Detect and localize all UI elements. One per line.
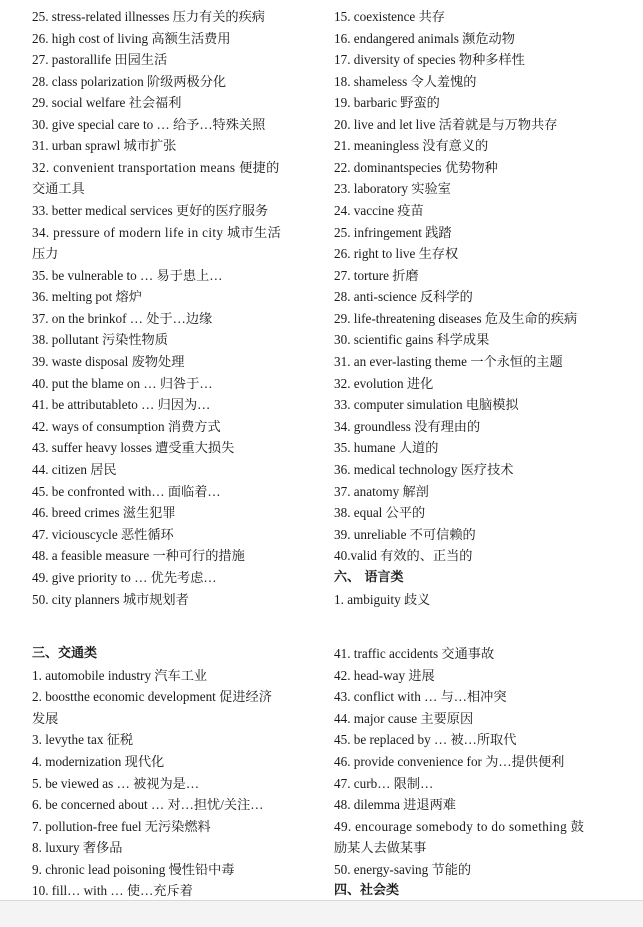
vocab-line: 46. provide convenience for 为…提供便利 (334, 754, 565, 769)
vocab-line: 36. melting pot 熔炉 (32, 289, 142, 304)
vocab-line: 39. unreliable 不可信赖的 (334, 527, 476, 542)
vocab-line: 4. modernization 现代化 (32, 754, 165, 769)
vocab-line: 27. torture 折磨 (334, 268, 419, 283)
vocab-line: 49. give priority to … 优先考虑… (32, 570, 217, 585)
vocab-line: 29. life-threatening diseases 危及生命的疾病 (334, 311, 578, 326)
vocab-line: 49. encourage somebody to do something 鼓 (334, 819, 585, 834)
vocab-line: 24. vaccine 疫苗 (334, 203, 424, 218)
vocab-line: 5. be viewed as … 被视为是… (32, 776, 200, 791)
vocab-line: 42. head-way 进展 (334, 668, 435, 683)
vocab-line-continuation: 发展 (32, 711, 59, 726)
vocab-line: 40. put the blame on … 归咎于… (32, 376, 213, 391)
vocab-line: 45. be replaced by … 被…所取代 (334, 732, 517, 747)
vocab-line: 43. conflict with … 与…相冲突 (334, 689, 507, 704)
page-gap (0, 901, 643, 927)
vocab-line: 42. ways of consumption 消费方式 (32, 419, 221, 434)
vocab-line: 41. traffic accidents 交通事故 (334, 646, 495, 661)
vocab-line: 32. evolution 进化 (334, 376, 434, 391)
vocab-line: 1. ambiguity 歧义 (334, 592, 431, 607)
vocab-line: 28. anti-science 反科学的 (334, 289, 473, 304)
vocab-line: 31. urban sprawl 城市扩张 (32, 138, 177, 153)
vocab-line: 23. laboratory 实验室 (334, 181, 451, 196)
vocab-line: 25. infringement 践踏 (334, 225, 452, 240)
vocab-line: 39. waste disposal 废物处理 (32, 354, 185, 369)
vocab-line-continuation: 励某人去做某事 (334, 840, 427, 855)
vocab-line: 17. diversity of species 物种多样性 (334, 52, 525, 67)
vocab-line: 1. automobile industry 汽车工业 (32, 668, 208, 683)
vocab-line: 50. city planners 城市规划者 (32, 592, 189, 607)
vocab-line: 40.valid 有效的、正当的 (334, 548, 473, 563)
vocab-line: 20. live and let live 活着就是与万物共存 (334, 117, 558, 132)
vocab-line: 44. citizen 居民 (32, 462, 117, 477)
vocab-line: 46. breed crimes 滋生犯罪 (32, 505, 176, 520)
vocab-line: 15. coexistence 共存 (334, 9, 445, 24)
vocab-line: 8. luxury 奢侈品 (32, 840, 123, 855)
vocab-line: 26. right to live 生存权 (334, 246, 459, 261)
vocab-line: 45. be confronted with… 面临着… (32, 484, 221, 499)
vocab-line: 21. meaningless 没有意义的 (334, 138, 489, 153)
vocab-line: 35. humane 人道的 (334, 440, 439, 455)
vocab-line: 33. better medical services 更好的医疗服务 (32, 203, 269, 218)
vocab-line-continuation: 交通工具 (32, 181, 85, 196)
vocab-line: 25. stress-related illnesses 压力有关的疾病 (32, 9, 265, 24)
vocab-line: 34. pressure of modern life in city 城市生活 (32, 225, 282, 240)
vocab-line: 34. groundless 没有理由的 (334, 419, 481, 434)
vocab-line: 10. fill… with … 使…充斥着 (32, 883, 193, 898)
vocab-line: 48. a feasible measure 一种可行的措施 (32, 548, 245, 563)
vocab-line: 44. major cause 主要原因 (334, 711, 474, 726)
vocab-line: 30. give special care to … 给予…特殊关照 (32, 117, 266, 132)
vocab-line: 19. barbaric 野蛮的 (334, 95, 440, 110)
vocab-line: 37. on the brinkof … 处于…边缘 (32, 311, 213, 326)
vocab-line: 3. levythe tax 征税 (32, 732, 134, 747)
vocab-line: 28. class polarization 阶级两极分化 (32, 74, 227, 89)
section-heading-society: 四、社会类 (334, 883, 400, 898)
vocab-line: 16. endangered animals 濒危动物 (334, 31, 515, 46)
vocab-line: 47. viciouscycle 恶性循环 (32, 527, 174, 542)
vocab-line: 43. suffer heavy losses 遭受重大损失 (32, 440, 235, 455)
vocab-line: 38. pollutant 污染性物质 (32, 332, 168, 347)
vocab-line: 29. social welfare 社会福利 (32, 95, 182, 110)
vocab-line: 35. be vulnerable to … 易于患上… (32, 268, 223, 283)
vocab-line: 6. be concerned about … 对…担忧/关注… (32, 797, 264, 812)
vocab-line: 30. scientific gains 科学成果 (334, 332, 490, 347)
vocab-line: 31. an ever-lasting theme 一个永恒的主题 (334, 354, 563, 369)
vocab-line: 9. chronic lead poisoning 慢性铅中毒 (32, 862, 235, 877)
vocab-line: 48. dilemma 进退两难 (334, 797, 456, 812)
vocab-line: 22. dominantspecies 优势物种 (334, 160, 498, 175)
section-heading-language: 六、 语言类 (334, 570, 404, 585)
vocab-line: 36. medical technology 医疗技术 (334, 462, 514, 477)
vocab-line: 47. curb… 限制… (334, 776, 434, 791)
vocab-line: 32. convenient transportation means 便捷的 (32, 160, 280, 175)
section-heading-transport: 三、交通类 (32, 646, 98, 661)
vocab-line: 7. pollution-free fuel 无污染燃料 (32, 819, 211, 834)
vocab-line: 33. computer simulation 电脑模拟 (334, 397, 519, 412)
vocab-line: 50. energy-saving 节能的 (334, 862, 472, 877)
vocab-line: 38. equal 公平的 (334, 505, 426, 520)
vocab-line: 37. anatomy 解剖 (334, 484, 429, 499)
vocab-line: 27. pastorallife 田园生活 (32, 52, 168, 67)
vocab-line: 41. be attributableto … 归因为… (32, 397, 211, 412)
vocab-line: 26. high cost of living 高额生活费用 (32, 31, 231, 46)
vocab-line: 2. boostthe economic development 促进经济 (32, 689, 272, 704)
vocab-line: 18. shameless 令人羞愧的 (334, 74, 477, 89)
vocab-line-continuation: 压力 (32, 246, 59, 261)
